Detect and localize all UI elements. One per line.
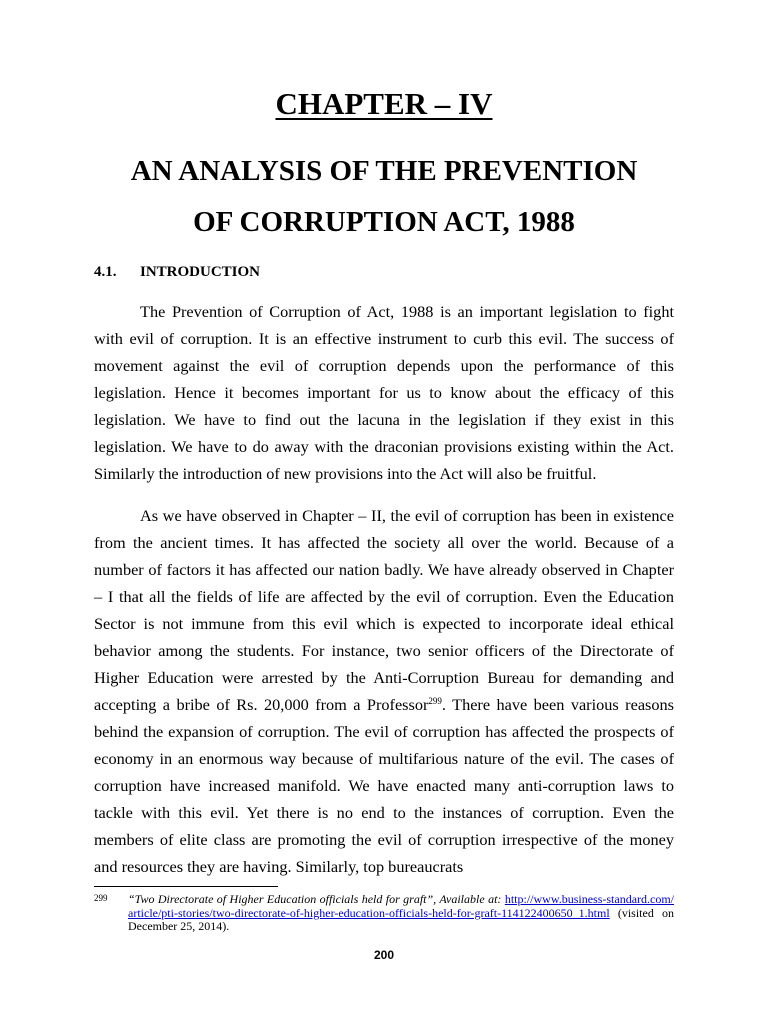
footnote-text <box>128 893 674 934</box>
paragraph-2 <box>94 502 674 880</box>
footnote <box>94 893 674 934</box>
section-title: INTRODUCTION <box>140 264 261 280</box>
footnote-number: 299 <box>94 893 108 903</box>
section-number: 4.1. <box>94 264 117 280</box>
main-title-line-1: AN ANALYSIS OF THE PREVENTION <box>130 155 638 187</box>
footnote-visited: (visited on December 25, 2014). <box>128 905 674 933</box>
page-number: 200 <box>373 948 395 962</box>
footnote-title: “Two Directorate of Higher Education officials held for graft”, Available at: <box>128 892 502 906</box>
footnote-link[interactable]: http://www.business-standard.com/article/pti-stories/two-directorate-of-higher-education-officials-held-for-graft-114122400650_1.html <box>128 892 675 920</box>
paragraph-2-text-a: As we have observed in Chapter – II, the evil of corruption has been in existence from the ancient times. It has affected the society all over the world. Because of a number of factors it has affected our nation badly. We have already observed in Chapter – I that all the fields of life are affected by the evil of corruption. Even the Education Sector is not immune from this evil which is expected to incorporate ideal ethical behavior among the students. For instance, two senior officers of the Directorate of Higher Education were arrested by the Anti-Corruption Bureau for demanding and accepting a bribe of Rs. 20,000 from a Professor <box>94 506 674 714</box>
section-heading <box>94 262 260 282</box>
paragraph-1: The Prevention of Corruption of Act, 1988 is an important legislation to fight with evil of corruption. It is an effective instrument to curb this evil. The success of movement against the evil of corruption depends upon the performance of this legislation. Hence it becomes important for us to know about the efficacy of this legislation. We have to find out the lacuna in the legislation if they exist in this legislation. We have to do away with the draconian provisions existing within the Act. Similarly the introduction of new provisions into the Act will also be fruitful. <box>94 302 674 483</box>
paragraph-2-text-b: . There have been various reasons behind the expansion of corruption. The evil of corruption has affected the prospects of economy in an enormous way because of multifarious nature of the evil. The cases of corruption have increased manifold. We have enacted many anti-corruption laws to tackle with this evil. Yet there is no end to the instances of corruption. Even the members of elite class are promoting the evil of corruption irrespective of the money and resources they are having. Similarly, top bureaucrats <box>94 695 674 876</box>
footnote-reference[interactable]: 299 <box>428 696 442 706</box>
main-title <box>0 146 768 248</box>
chapter-title: CHAPTER – IV <box>275 86 493 121</box>
footnote-divider <box>94 886 278 887</box>
main-title-line-2: OF CORRUPTION ACT, 1988 <box>193 206 575 238</box>
